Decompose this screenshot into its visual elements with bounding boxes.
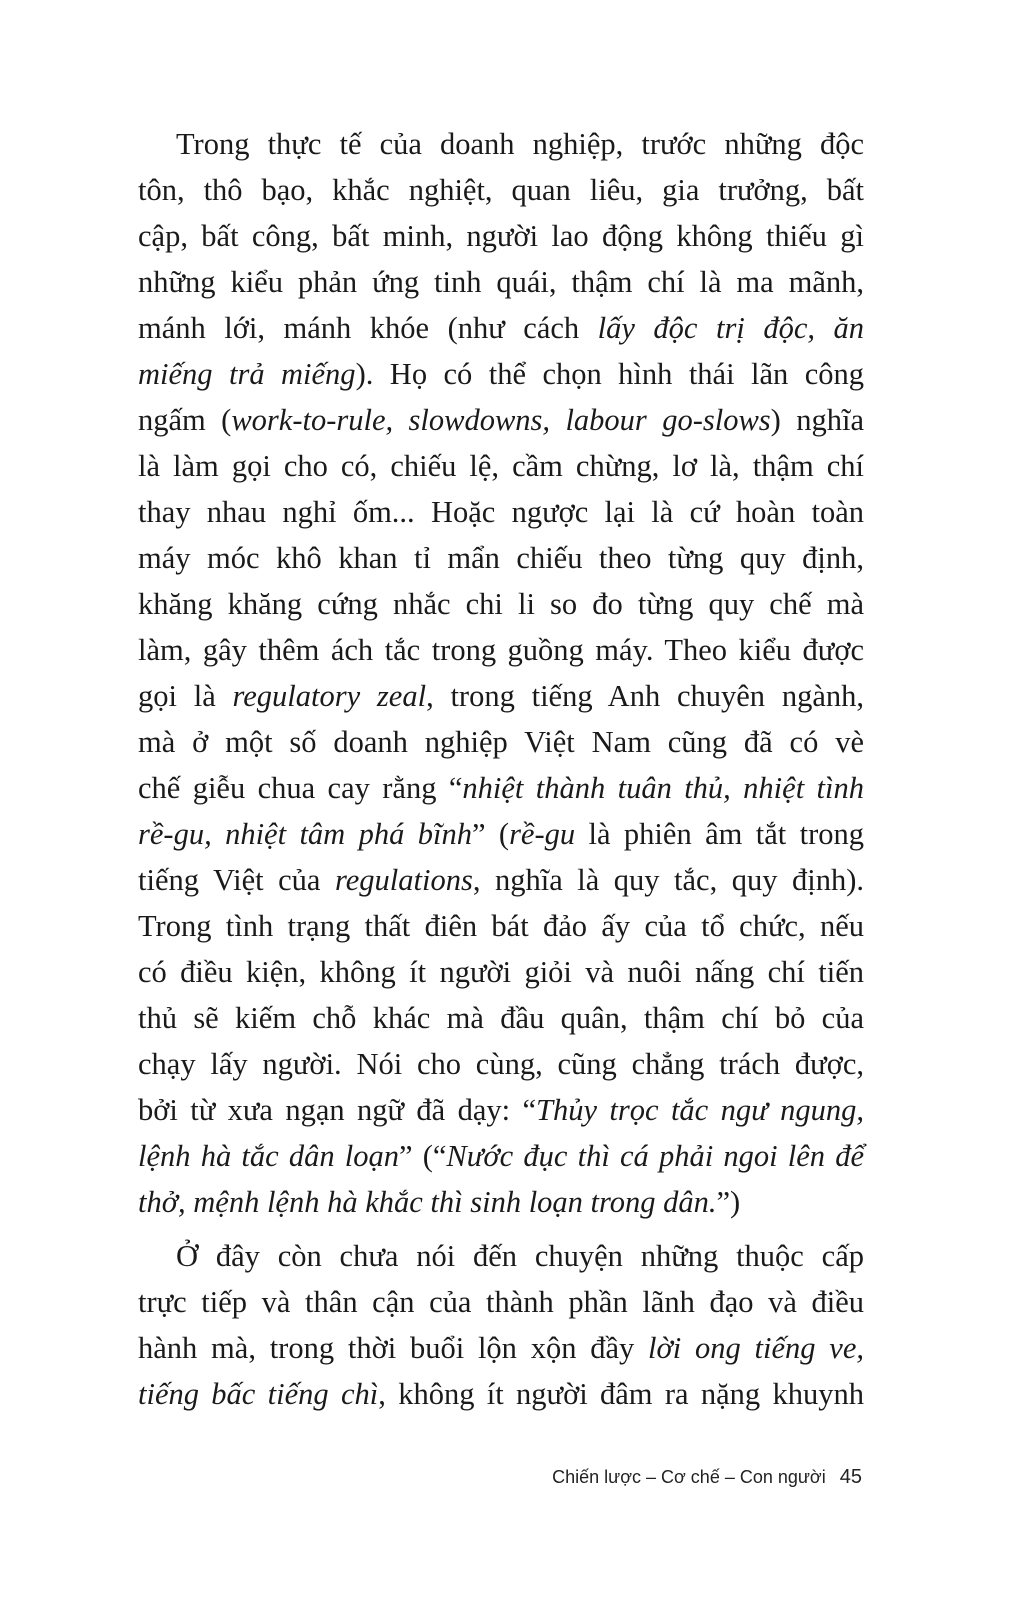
italic-text: nhiệt thành tuân thủ, nhiệt tình bbox=[462, 771, 864, 805]
italic-text: lấy độc trị độc, ăn bbox=[597, 311, 864, 345]
text-line bbox=[138, 581, 864, 627]
text-line bbox=[138, 1087, 864, 1133]
text: , không ít người đâm ra nặng khuynh bbox=[378, 1377, 864, 1411]
text-line bbox=[138, 719, 864, 765]
text: Ở đây còn chưa nói đến chuyện những thuộc cấp bbox=[176, 1239, 864, 1273]
text: trực tiếp và thân cận của thành phần lãnh đạo và điều bbox=[138, 1285, 864, 1319]
italic-text: miếng trả miếng bbox=[138, 357, 356, 391]
text: chạy lấy người. Nói cho cùng, cũng chẳng trách được, bbox=[138, 1047, 864, 1081]
italic-text: regulatory zeal bbox=[232, 679, 427, 713]
text: ). Họ có thể chọn hình thái lãn công bbox=[355, 357, 865, 391]
text-line bbox=[138, 213, 864, 259]
text: máy móc khô khan tỉ mẩn chiếu theo từng quy định, bbox=[138, 541, 864, 575]
text: cập, bất công, bất minh, người lao động không thiếu gì bbox=[138, 219, 864, 253]
text: , nghĩa là quy tắc, quy định). bbox=[472, 863, 864, 897]
text: gọi là bbox=[138, 679, 233, 713]
text-line bbox=[138, 1371, 864, 1417]
text-line bbox=[138, 305, 864, 351]
text-line bbox=[138, 903, 864, 949]
text: là phiên âm tắt trong bbox=[575, 817, 864, 851]
text: thay nhau nghỉ ốm... Hoặc ngược lại là cứ hoàn toàn bbox=[138, 495, 864, 529]
italic-text: tiếng bấc tiếng chì bbox=[138, 1377, 379, 1411]
text-line bbox=[138, 627, 864, 673]
text: có điều kiện, không ít người giỏi và nuôi nấng chí tiến bbox=[138, 955, 864, 989]
page-footer bbox=[552, 1466, 862, 1489]
text-line bbox=[138, 489, 864, 535]
text: tôn, thô bạo, khắc nghiệt, quan liêu, gia trưởng, bất bbox=[138, 173, 864, 207]
text: những kiểu phản ứng tinh quái, thậm chí là ma mãnh, bbox=[138, 265, 864, 299]
text-line bbox=[138, 1179, 864, 1225]
text-line bbox=[138, 121, 864, 167]
italic-text: Nước đục thì cá phải ngoi lên để bbox=[446, 1139, 865, 1173]
text-line bbox=[138, 167, 864, 213]
text: Trong thực tế của doanh nghiệp, trước những độc bbox=[176, 127, 864, 161]
text-line bbox=[138, 259, 864, 305]
paragraph bbox=[138, 1233, 864, 1417]
text: ngấm ( bbox=[138, 403, 232, 437]
italic-text: lệnh hà tắc dân loạn bbox=[138, 1139, 399, 1173]
text-line bbox=[138, 1233, 864, 1279]
text: hành mà, trong thời buổi lộn xộn đầy bbox=[138, 1331, 649, 1365]
text-line bbox=[138, 765, 864, 811]
text-line bbox=[138, 1279, 864, 1325]
text: thủ sẽ kiếm chỗ khác mà đầu quân, thậm chí bỏ của bbox=[138, 1001, 864, 1035]
text-line bbox=[138, 811, 864, 857]
text: , trong tiếng Anh chuyên ngành, bbox=[426, 679, 864, 713]
italic-text: Thủy trọc tắc ngư ngung, bbox=[536, 1093, 864, 1127]
text: ” (“ bbox=[398, 1139, 447, 1173]
text: ”) bbox=[716, 1185, 741, 1219]
text: bởi từ xưa ngạn ngữ đã dạy: “ bbox=[138, 1093, 537, 1127]
italic-text: rề-gu bbox=[509, 817, 576, 851]
running-title: Chiến lược – Cơ chế – Con người bbox=[552, 1467, 826, 1487]
text: làm, gây thêm ách tắc trong guồng máy. Theo kiểu được bbox=[138, 633, 864, 667]
page-number: 45 bbox=[839, 1466, 862, 1488]
text-line bbox=[138, 673, 864, 719]
text: ) nghĩa bbox=[770, 403, 864, 437]
book-page-body bbox=[138, 121, 864, 1417]
text: Trong tình trạng thất điên bát đảo ấy của tổ chức, nếu bbox=[138, 909, 864, 943]
text-line bbox=[138, 1041, 864, 1087]
text-line bbox=[138, 397, 864, 443]
text: chế giễu chua cay rằng “ bbox=[138, 771, 463, 805]
text-line bbox=[138, 443, 864, 489]
text: tiếng Việt của bbox=[138, 863, 335, 897]
text-line bbox=[138, 857, 864, 903]
text-line bbox=[138, 949, 864, 995]
text-line bbox=[138, 1133, 864, 1179]
text-line bbox=[138, 535, 864, 581]
paragraph bbox=[138, 121, 864, 1225]
text: mánh lới, mánh khóe (như cách bbox=[138, 311, 598, 345]
text-line bbox=[138, 995, 864, 1041]
italic-text: regulations bbox=[335, 863, 473, 897]
text: khăng khăng cứng nhắc chi li so đo từng quy chế mà bbox=[138, 587, 864, 621]
italic-text: thở, mệnh lệnh hà khắc thì sinh loạn trong dân. bbox=[138, 1185, 717, 1219]
text-line bbox=[138, 351, 864, 397]
italic-text: lời ong tiếng ve, bbox=[648, 1331, 864, 1365]
italic-text: work-to-rule, slowdowns, labour go-slows bbox=[231, 403, 771, 437]
text: mà ở một số doanh nghiệp Việt Nam cũng đã có vè bbox=[138, 725, 864, 759]
text-line bbox=[138, 1325, 864, 1371]
text: ” ( bbox=[471, 817, 510, 851]
italic-text: rề-gu, nhiệt tâm phá bĩnh bbox=[138, 817, 472, 851]
text: là làm gọi cho có, chiếu lệ, cầm chừng, lơ là, thậm chí bbox=[138, 449, 864, 483]
